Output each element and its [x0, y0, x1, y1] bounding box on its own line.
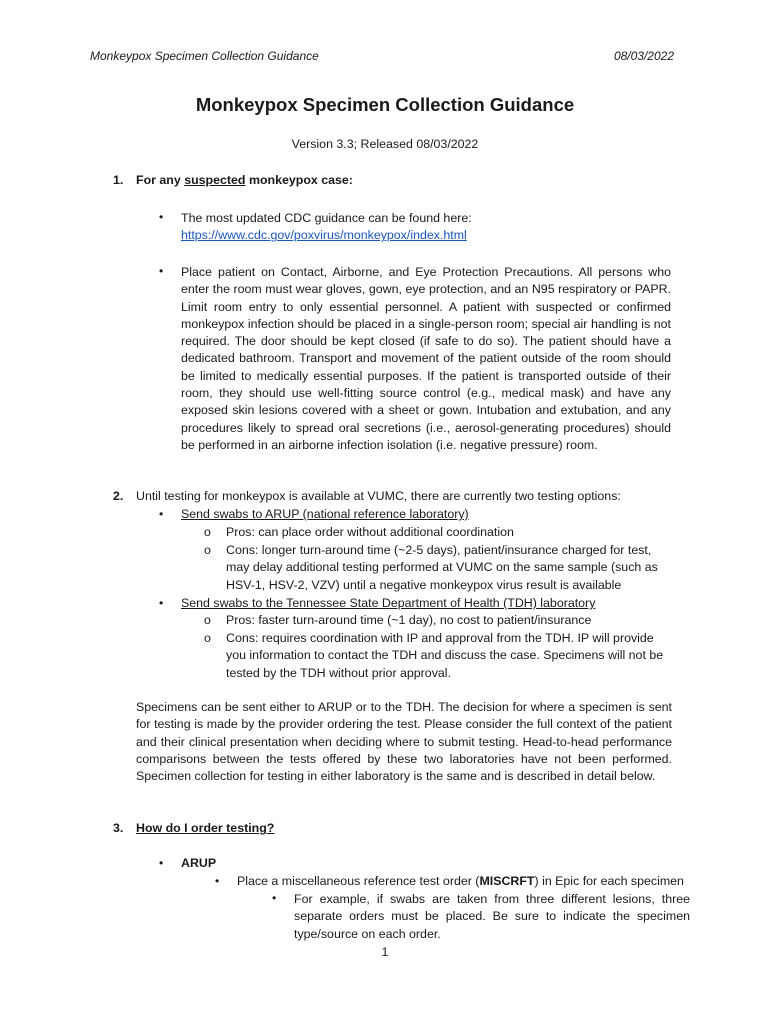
- document-title: Monkeypox Specimen Collection Guidance: [195, 94, 575, 115]
- option-arup-pros: Pros: can place order without additional coordination: [226, 525, 514, 539]
- arup-order-example: For example, if swabs are taken from three different lesions, three separate orders must be placed. Be sure to indicate the specimen type/source on each order.: [294, 892, 690, 941]
- cdc-guidance-text: The most updated CDC guidance can be found here:: [181, 211, 472, 225]
- option-arup-cons: Cons: longer turn-around time (~2-5 days), patient/insurance charged for test, may delay additional testing performed at VUMC on the same sample (such as HSV-1, HSV-2, VZV) until a negative monkeypox virus result is available: [226, 543, 658, 592]
- version-line: Version 3.3; Released 08/03/2022: [291, 137, 479, 151]
- arup-order-item: [237, 874, 684, 888]
- arup-order-post: ) in Epic for each specimen: [534, 874, 684, 888]
- precautions-paragraph: Place patient on Contact, Airborne, and Eye Protection Precautions. All persons who enter the room must wear gloves, gown, eye protection, and an N95 respiratory or PAPR. Limit room entry to only essential personnel. A patient with suspected or confirmed monkeypox infection should be placed in a single-person room; special air handling is not required. The door should be kept closed (if safe to do so). The patient should have a dedicated bathroom. Transport and movement of the patient outside of the room should be limited to medically essential purposes. If the patient is transported outside of their room, they should use well-fitting source control (e.g., medical mask) and have any exposed skin lesions covered with a sheet or gown. Intubation and extubation, and any procedures likely to spread oral secretions (i.e., aerosol-generating procedures) should be performed in an airborne infection isolation (i.e. negative pressure) room.: [181, 265, 671, 452]
- page-number: 1: [381, 945, 389, 959]
- section-2-number: 2.: [113, 489, 124, 503]
- circle-bullet-icon: o: [204, 613, 211, 627]
- running-header-date: 08/03/2022: [613, 49, 674, 63]
- section-1-number: 1.: [113, 173, 124, 187]
- bullet-icon: •: [159, 856, 164, 870]
- bullet-icon: •: [159, 264, 164, 278]
- arup-order-code: MISCRFT: [479, 874, 535, 888]
- option-tdh-pros: Pros: faster turn-around time (~1 day), no cost to patient/insurance: [226, 613, 592, 627]
- section-2-intro: Until testing for monkeypox is available at VUMC, there are currently two testing options:: [136, 489, 621, 503]
- circle-bullet-icon: o: [204, 543, 211, 557]
- bullet-icon: •: [159, 596, 164, 610]
- section-1-heading-post: monkeypox case:: [245, 173, 353, 187]
- cdc-guidance-item: [181, 210, 491, 245]
- option-tdh: Send swabs to the Tennessee State Department of Health (TDH) laboratory: [181, 596, 596, 610]
- section-3-heading: How do I order testing?: [136, 821, 275, 835]
- circle-bullet-icon: o: [204, 525, 211, 539]
- section-1-heading: [136, 173, 353, 187]
- option-arup: Send swabs to ARUP (national reference laboratory): [181, 507, 469, 521]
- running-header-title: Monkeypox Specimen Collection Guidance: [90, 49, 319, 63]
- section-1-heading-pre: For any: [136, 173, 185, 187]
- section-3-number: 3.: [113, 821, 124, 835]
- bullet-icon: •: [272, 891, 277, 905]
- section-1-heading-underlined: suspected: [184, 173, 246, 187]
- bullet-icon: •: [215, 874, 220, 888]
- option-tdh-cons: Cons: requires coordination with IP and approval from the TDH. IP will provide you information to contact the TDH and discuss the case. Specimens will not be tested by the TDH without prior approval.: [226, 631, 664, 680]
- lab-decision-paragraph: Specimens can be sent either to ARUP or to the TDH. The decision for where a specimen is sent for testing is made by the provider ordering the test. Please consider the full context of the patient and their clinical presentation when deciding where to submit testing. Head-to-head performance comparisons between the tests offered by these two laboratories have not been performed. Specimen collection for testing in either laboratory is the same and is described in detail below.: [136, 700, 672, 784]
- bullet-icon: •: [159, 507, 164, 521]
- cdc-guidance-link[interactable]: https://www.cdc.gov/poxvirus/monkeypox/index.html: [181, 228, 467, 243]
- circle-bullet-icon: o: [204, 631, 211, 645]
- bullet-icon: •: [159, 210, 164, 224]
- arup-order-pre: Place a miscellaneous reference test order (: [237, 874, 480, 888]
- arup-label: ARUP: [181, 856, 217, 870]
